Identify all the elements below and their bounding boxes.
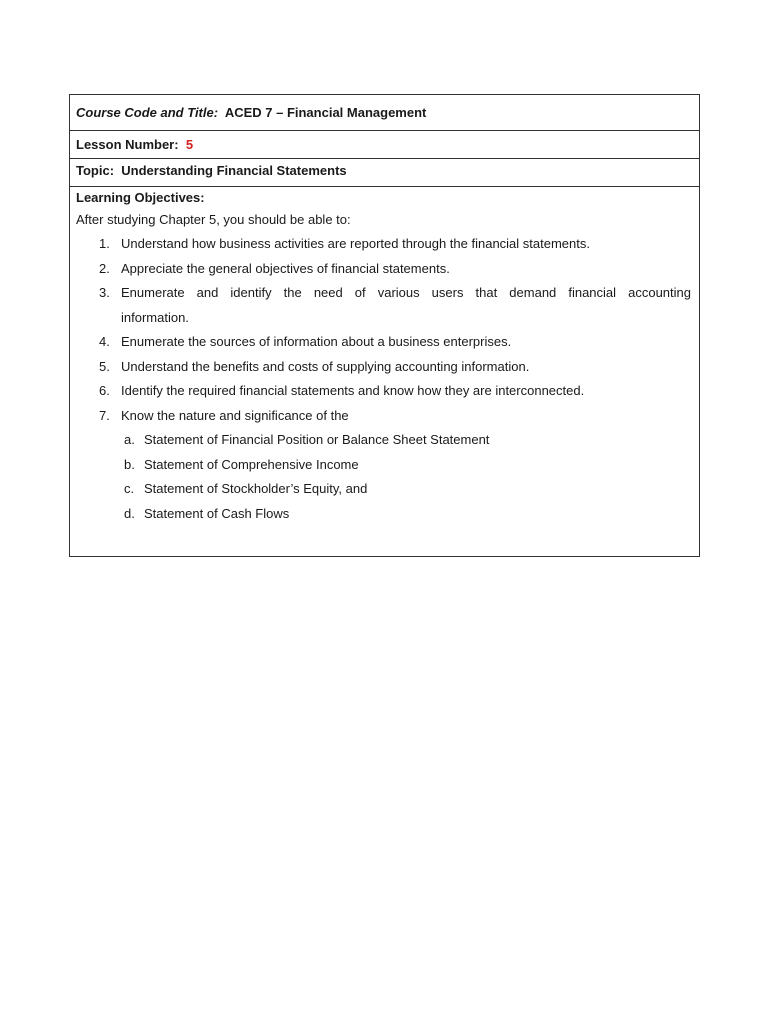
topic-value: Understanding Financial Statements	[121, 163, 347, 178]
list-marker: 5.	[99, 358, 110, 374]
sublist-marker: a.	[124, 432, 135, 447]
objective-text: Enumerate the sources of information about a business enterprises.	[121, 334, 512, 349]
list-marker: 1.	[99, 236, 110, 251]
lesson-number: 5	[185, 137, 194, 152]
objectives-heading: Learning Objectives:	[76, 190, 205, 205]
topic-label: Topic:	[76, 163, 115, 178]
course-value: ACED 7 – Financial Management	[224, 105, 427, 120]
statement-text: Statement of Comprehensive Income	[144, 456, 359, 472]
statement-item	[76, 453, 691, 478]
objective-item	[76, 404, 691, 527]
objective-item	[76, 379, 691, 404]
objective-text: Identify the required financial statements and know how they are interconnected.	[121, 383, 585, 398]
statement-item	[76, 477, 691, 502]
objective-item	[76, 355, 691, 380]
objective-text: Understand the benefits and costs of supplying accounting information.	[121, 358, 530, 374]
statement-text: Statement of Stockholder’s Equity, and	[144, 481, 368, 496]
list-marker: 6.	[99, 383, 110, 398]
course-row	[70, 95, 699, 131]
objective-text: Appreciate the general objectives of financial statements.	[121, 260, 450, 276]
list-marker: 7.	[99, 407, 110, 423]
objective-item	[76, 281, 691, 330]
sublist-marker: c.	[124, 481, 135, 496]
lesson-info-table	[69, 94, 700, 557]
lesson-row	[70, 131, 699, 159]
list-marker: 3.	[99, 285, 110, 300]
statement-item	[76, 428, 691, 453]
objectives-list	[76, 232, 691, 526]
objectives-intro: After studying Chapter 5, you should be able to:	[76, 212, 351, 227]
objective-text: Understand how business activities are reported through the financial statements.	[121, 236, 590, 251]
objective-item	[76, 257, 691, 282]
objective-text: Know the nature and significance of the	[121, 407, 349, 423]
sublist-marker: b.	[124, 456, 135, 472]
list-marker: 4.	[99, 334, 110, 349]
lesson-label: Lesson Number:	[76, 137, 179, 152]
list-marker: 2.	[99, 260, 110, 276]
objective-item	[76, 330, 691, 355]
course-label: Course Code and Title:	[76, 105, 219, 120]
objective-item	[76, 232, 691, 257]
sublist-marker: d.	[124, 505, 135, 521]
statements-sublist	[121, 428, 691, 526]
topic-row	[70, 159, 699, 187]
objective-text-line: information.	[121, 309, 189, 325]
statement-text: Statement of Cash Flows	[144, 505, 290, 521]
statement-text: Statement of Financial Position or Balance Sheet Statement	[144, 432, 490, 447]
objective-text-line: Enumerate and identify the need of various users that demand financial accounting	[121, 285, 691, 300]
objectives-section	[70, 187, 699, 556]
statement-item	[76, 502, 691, 527]
